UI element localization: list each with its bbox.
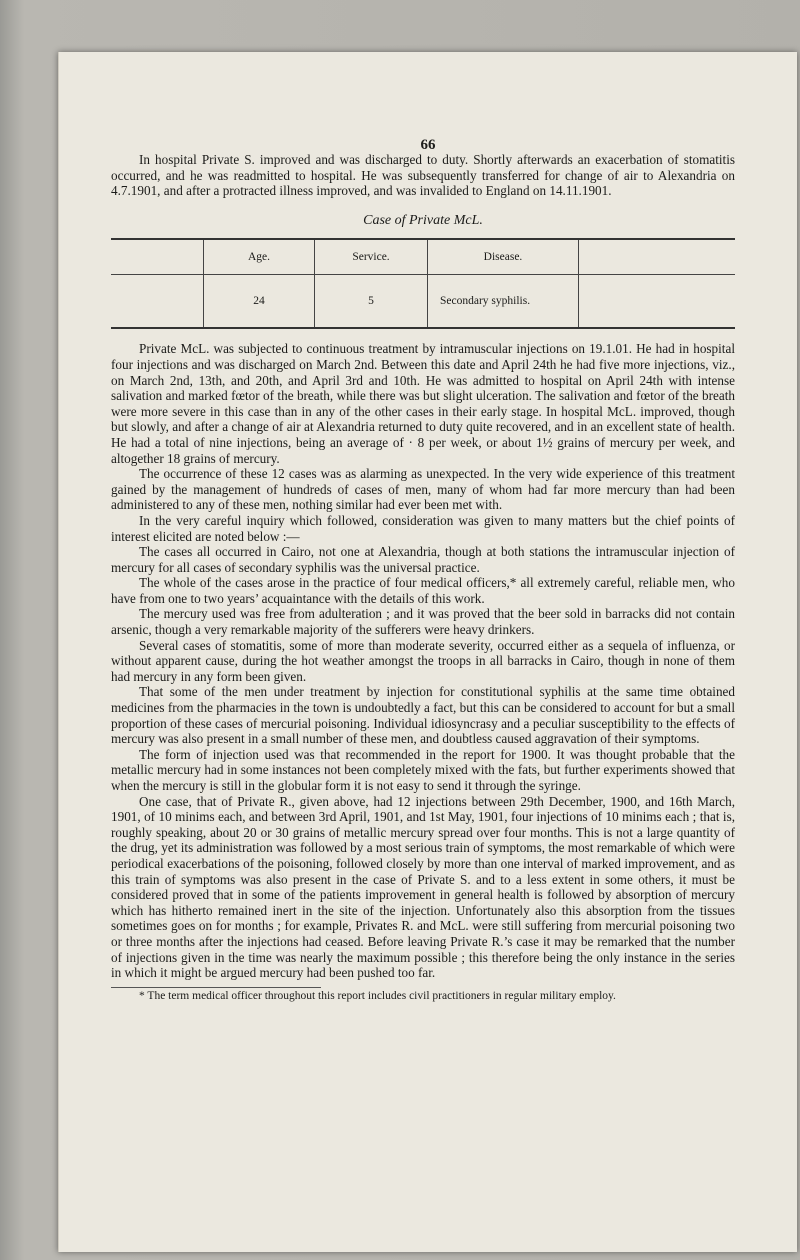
table-blank-cell bbox=[579, 239, 736, 275]
table-cell-age: 24 bbox=[204, 275, 315, 329]
page-content bbox=[111, 152, 735, 1003]
table-cell-service: 5 bbox=[315, 275, 428, 329]
footnote: * The term medical officer throughout this report includes civil practitioners in regular military employ. bbox=[139, 989, 616, 1002]
body-paragraph: Private McL. was subjected to continuous treatment by intramuscular injections on 19.1.01. He had in hospital four injections and was discharged on March 2nd. Between this date and April 24th he had five more injections, viz., on March 2nd, 13th, and 20th, and April 3rd and 10th. He was admitted to hospital on April 24th with intense salivation and marked fœtor of the breath, while there was but slight ulceration. The salivation and fœtor of the breath were more severe in this case than in any of the other cases in their early stage. In hospital McL. improved, though but slowly, and after a change of air at Alexandria returned to duty quite recovered, and in an excellent state of health. He had a total of nine injections, being an average of · 8 per week, or about 1½ grains of mercury per week, and altogether 18 grains of mercury. bbox=[111, 341, 735, 466]
document-page bbox=[58, 52, 797, 1252]
table-cell-disease: Secondary syphilis. bbox=[428, 275, 579, 329]
body-paragraph: The mercury used was free from adulteration ; and it was proved that the beer sold in barracks did not contain arsenic, though a very remarkable majority of the sufferers were heavy drinkers. bbox=[111, 606, 735, 638]
table-blank-cell bbox=[111, 239, 204, 275]
body-paragraph: The whole of the cases arose in the practice of four medical officers,* all extremely careful, reliable men, who have from one to two years’ acquaintance with the details of this work. bbox=[111, 575, 735, 606]
body-paragraph: The cases all occurred in Cairo, not one at Alexandria, though at both stations the intramuscular injection of mercury for all cases of secondary syphilis was the universal practice. bbox=[111, 544, 735, 575]
body-paragraph: That some of the men under treatment by injection for constitutional syphilis at the same time obtained medicines from the pharmacies in the town is undoubtedly a fact, but this can be considered to account for but a small proportion of these cases of mercurial poisoning. Individual idiosyncrasy and a peculiar susceptibility to the effects of mercury was also present in a small number of these men, and doubtless caused aggravation of their symptoms. bbox=[111, 684, 735, 747]
table-blank-cell bbox=[579, 275, 736, 329]
body-paragraph: The occurrence of these 12 cases was as alarming as unexpected. In the very wide experience of this treatment gained by the management of hundreds of cases of men, many of whom had far more mercury than had been administered to any of these men, nothing similar had ever been met with. bbox=[111, 466, 735, 513]
case-table bbox=[111, 238, 735, 329]
table-blank-cell bbox=[111, 275, 204, 329]
footnote-divider bbox=[111, 987, 321, 988]
body-paragraph: The form of injection used was that recommended in the report for 1900. It was thought probable that the metallic mercury had in some instances not been completely mixed with the fats, but further experiments showed that when the mercury is still in the globular form it is not easy to send it through the syringe. bbox=[111, 746, 735, 793]
table-header-disease: Disease. bbox=[428, 239, 579, 275]
body-paragraph: One case, that of Private R., given above, had 12 injections between 29th December, 1900, and 16th March, 1901, of 10 minims each, and between 3rd April, 1901, and 1st May, 1901, four injections of 10 minims each ; that is, roughly speaking, about 20 or 30 grains of metallic mercury spread over four months. This is not a large quantity of the drug, yet its administration was followed by a most serious train of symptoms, the most remarkable of which were periodical exacerbations of the poisoning, followed closely by more than one interval of marked improvement, and as this train of symptoms was also present in the case of Private S. and to a less extent in some others, it must be considered proved that in some of the patients improvement in general health is followed by absorption of mercury which has hitherto remained inert in the site of the injection. Unfortunately also this absorption from the tissues sometimes goes on for months ; for example, Privates R. and McL. were still suffering from mercurial poisoning two or three months after the injections had ceased. Before leaving Private R.’s case it may be remarked that the number of injections given in the time was nearly the maximum possible ; this therefore being the only instance in the series in which it might be argued mercury had been pushed too far. bbox=[111, 793, 735, 981]
table-row bbox=[111, 275, 735, 329]
body-paragraph: In the very careful inquiry which followed, consideration was given to many matters but the chief points of interest elicited are noted below :— bbox=[111, 512, 735, 544]
table-header-age: Age. bbox=[204, 239, 315, 275]
table-header-service: Service. bbox=[315, 239, 428, 275]
case-table-header-row bbox=[111, 239, 735, 275]
case-title: Case of Private McL. bbox=[363, 212, 483, 228]
body-paragraph: Several cases of stomatitis, some of more than moderate severity, occurred either as a sequela of influenza, or without apparent cause, during the hot weather amongst the troops in all barracks in Cairo, though in none of them had mercury in any form been given. bbox=[111, 637, 735, 684]
page-number: 66 bbox=[420, 137, 436, 153]
intro-paragraph: In hospital Private S. improved and was discharged to duty. Shortly afterwards an exacerbation of stomatitis occurred, and he was readmitted to hospital. He was subsequently transferred for change of air to Alexandria on 4.7.1901, and after a protracted illness improved, and was invalided to England on 14.11.1901. bbox=[111, 152, 735, 199]
